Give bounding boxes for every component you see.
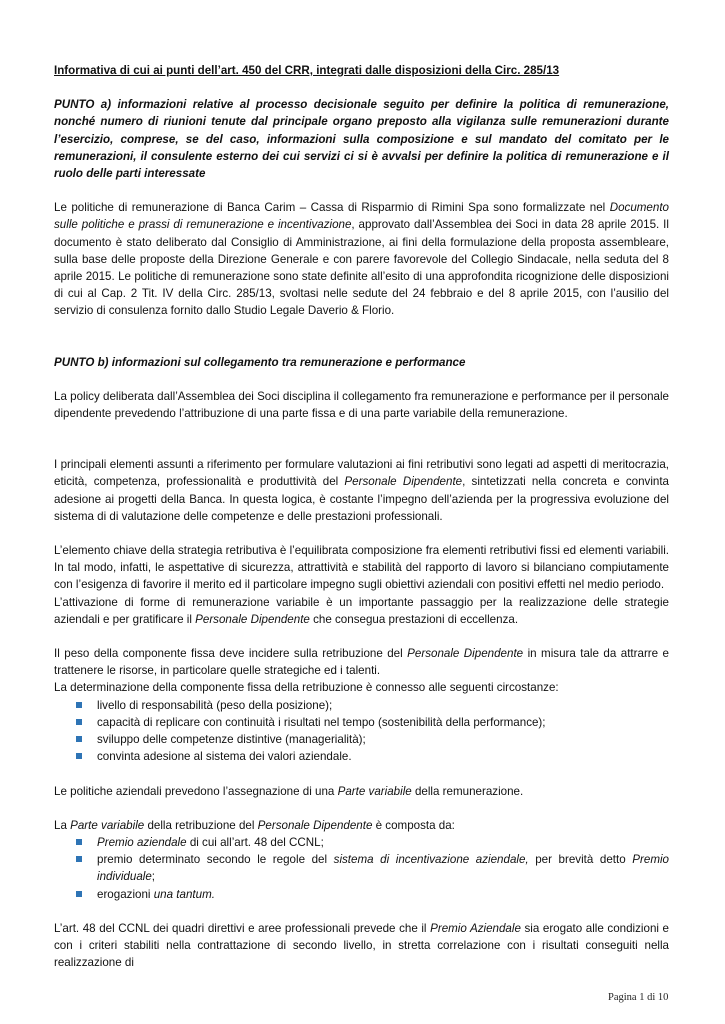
- variable-assignment-paragraph: Le politiche aziendali prevedono l’assegnazione di una Parte variabile della remunerazione.: [54, 784, 524, 798]
- punto-a-paragraph: Le politiche di remunerazione di Banca Carim – Cassa di Risparmio di Rimini Spa sono formalizzate nel Documento sulle politiche e prassi di remunerazione e incentivazione, approvato dall’Assemblea dei Soci in data 28 aprile 2015. Il documento è stato deliberato dal Consiglio di Amministrazione, ai fini della formulazione della proposta assembleare, sulla base delle proposte della Direzione Generale e con parere favorevole del Collegio Sindacale, nella seduta del 8 aprile 2015. Le politiche di remunerazione sono state definite all’esito di una approfondita ricognizione delle disposizioni di cui al Cap. 2 Tit. IV della Circ. 285/13, svoltasi nelle sedute del 24 febbraio e del 8 aprile 2015, con l’ausilio del servizio di consulenza fornito dallo Studio Legale Daverio & Florio.: [54, 201, 669, 318]
- variable-activation-paragraph: L’attivazione di forme di remunerazione variabile è un importante passaggio per la realizzazione delle strategie aziendali e per gratificare il Personale Dipendente che consegua prestazioni di eccellenza.: [54, 595, 669, 626]
- variable-components-list: [54, 834, 669, 903]
- fixed-factors-list: [54, 697, 669, 766]
- punto-a-heading: PUNTO a) informazioni relative al processo decisionale seguito per definire la politica di remunerazione, nonché numero di riunioni tenute dal principale organo preposto alla vigilanza sulle remunerazioni durante l’esercizio, comprese, se del caso, informazioni sulla composizione e sul mandato del comitato per le remunerazioni, il consulente esterno dei cui servizi ci si è avvalsi per definire la politica di remunerazione e il ruolo delle parti interessate: [54, 98, 669, 181]
- list-item: Premio aziendale di cui all’art. 48 del CCNL;: [76, 834, 669, 851]
- ccnl-paragraph: L’art. 48 del CCNL dei quadri direttivi e aree professionali prevede che il Premio Aziendale sia erogato alle condizioni e con i criteri stabiliti nella contrattazione di secondo livello, in stretta correlazione con i risultati conseguiti nella realizzazione di: [54, 921, 669, 970]
- punto-b-heading: PUNTO b) informazioni sul collegamento tra remunerazione e performance: [54, 355, 466, 369]
- list-item: livello di responsabilità (peso della posizione);: [76, 697, 669, 714]
- strategy-paragraph: L’elemento chiave della strategia retributiva è l’equilibrata composizione fra elementi retributivi fissi ed elementi variabili. In tal modo, infatti, le aspettative di sicurezza, attrattività e stabilità del rapporto di lavoro si bilanciano compiutamente con l’esigenza di favorire il merito ed il particolare impegno sugli obiettivi aziendali con positivi effetti nel medio periodo.: [54, 544, 669, 592]
- page-number: Pagina 1 di 10: [608, 992, 669, 1003]
- policy-paragraph: La policy deliberata dall’Assemblea dei Soci disciplina il collegamento fra remunerazione e performance per il personale dipendente prevedendo l’attribuzione di una parte fissa e di una parte variabile della remunerazione.: [54, 389, 669, 421]
- variable-composition-paragraph: La Parte variabile della retribuzione del Personale Dipendente è composta da:: [54, 818, 455, 832]
- list-item: convinta adesione al sistema dei valori aziendale.: [76, 748, 669, 765]
- elements-paragraph: I principali elementi assunti a riferimento per formulare valutazioni ai fini retributivi sono legati ad aspetti di meritocrazia, eticità, competenza, professionalità e produttività del Personale Dipendente, sintetizzati nella concreta e convinta adesione ai progetti della Banca. In questa logica, è costante l’impegno dell’azienda per la progressiva evoluzione del sistema di di valutazione delle competenze e delle prestazioni professionali.: [54, 458, 670, 523]
- document-body: [54, 62, 669, 971]
- list-item: erogazioni una tantum.: [76, 886, 669, 903]
- fixed-weight-paragraph: Il peso della componente fissa deve incidere sulla retribuzione del Personale Dipendente in misura tale da attrarre e trattenere le risorse, in particolare quelle strategiche ed i talenti.: [54, 647, 670, 678]
- list-item: premio determinato secondo le regole del sistema di incentivazione aziendale, per brevità detto Premio individuale;: [76, 851, 669, 885]
- list-item: sviluppo delle competenze distintive (managerialità);: [76, 731, 669, 748]
- document-title: Informativa di cui ai punti dell’art. 450 del CRR, integrati dalle disposizioni della Circ. 285/13: [54, 64, 560, 77]
- fixed-determination-paragraph: La determinazione della componente fissa della retribuzione è connesso alle seguenti circostanze:: [54, 681, 559, 695]
- list-item: capacità di replicare con continuità i risultati nel tempo (sostenibilità della performance);: [76, 714, 669, 731]
